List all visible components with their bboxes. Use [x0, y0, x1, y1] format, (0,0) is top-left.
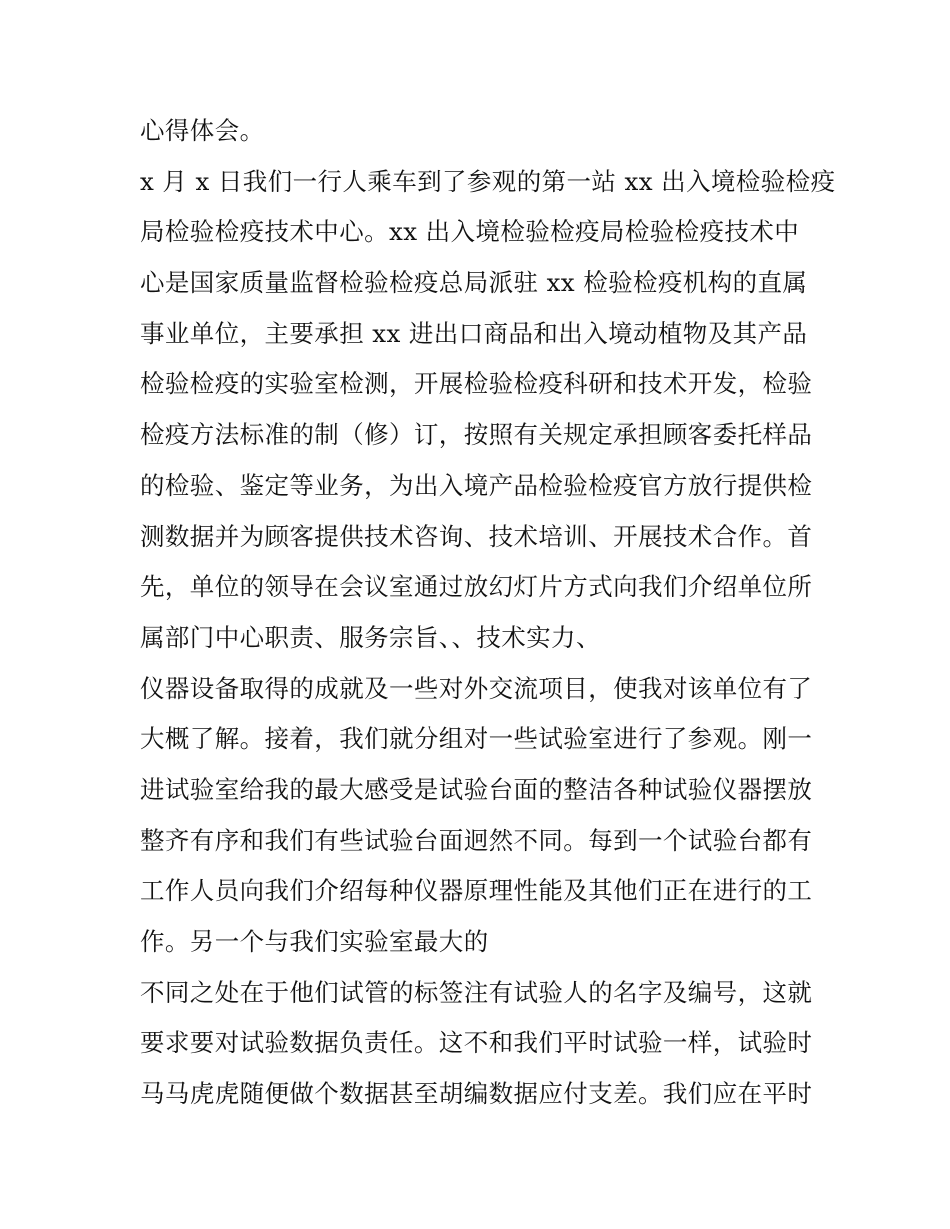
body-text [140, 106, 836, 1120]
text-line: 属部门中心职责、服务宗旨、、技术实力、 [140, 622, 601, 652]
text-line: 事业单位，主要承担 xx 进出口商品和出入境动植物及其产品 [140, 318, 808, 348]
text-line: 检验检疫的实验室检测，开展检验检疫科研和技术开发，检验 [140, 369, 813, 399]
text-line: 先，单位的领导在会议室通过放幻灯片方式向我们介绍单位所 [140, 572, 813, 602]
text-line: 整齐有序和我们有些试验台面迥然不同。每到一个试验台都有 [140, 825, 813, 855]
text-line: 仪器设备取得的成就及一些对外交流项目，使我对该单位有了 [140, 673, 813, 703]
text-line: 心得体会。 [140, 116, 265, 145]
text-line: 马马虎虎随便做个数据甚至胡编数据应付支差。我们应在平时 [140, 1079, 813, 1109]
text-line: 工作人员向我们介绍每种仪器原理性能及其他们正在进行的工 [140, 876, 813, 906]
text-line: 局检验检疫技术中心。xx 出入境检验检疫局检验检疫技术中 [140, 217, 800, 247]
text-line: 检疫方法标准的制（修）订，按照有关规定承担顾客委托样品 [140, 420, 813, 450]
text-line: 要求要对试验数据负责任。这不和我们平时试验一样，试验时 [140, 1028, 813, 1058]
text-line: 进试验室给我的最大感受是试验台面的整洁各种试验仪器摆放 [140, 774, 813, 804]
text-line: 不同之处在于他们试管的标签注有试验人的名字及编号，这就 [140, 977, 813, 1007]
text-line: 心是国家质量监督检验检疫总局派驻 xx 检验检疫机构的直属 [140, 268, 808, 298]
text-line: 测数据并为顾客提供技术咨询、技术培训、开展技术合作。首 [140, 521, 813, 551]
text-line: 作。另一个与我们实验室最大的 [140, 927, 489, 956]
text-line: 的检验、鉴定等业务，为出入境产品检验检疫官方放行提供检 [140, 470, 813, 500]
text-line: 大概了解。接着，我们就分组对一些试验室进行了参观。刚一 [140, 724, 813, 754]
text-line: x 月 x 日我们一行人乘车到了参观的第一站 xx 出入境检验检疫 [140, 166, 836, 196]
